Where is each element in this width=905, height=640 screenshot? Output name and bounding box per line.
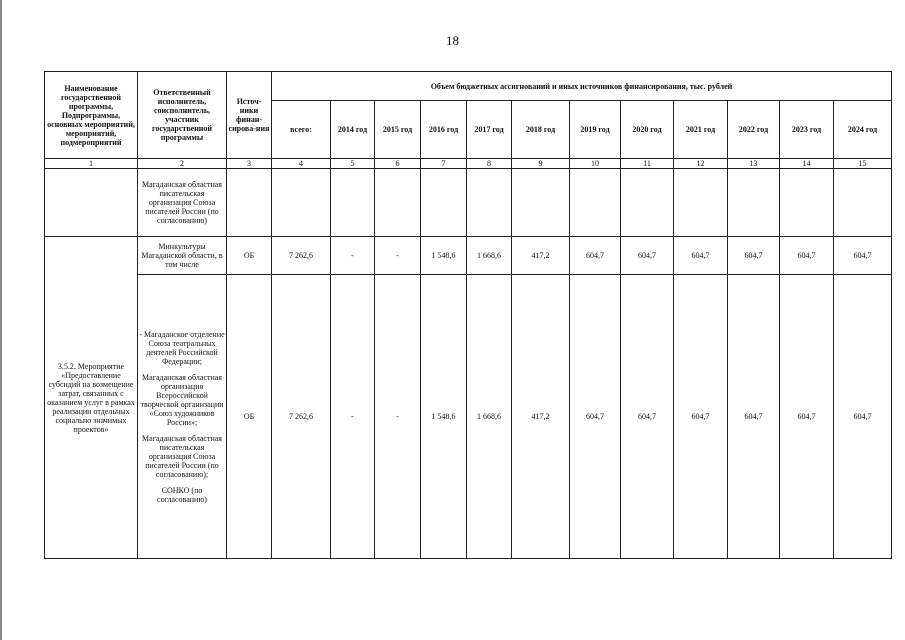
header-year: 2015 год xyxy=(375,101,421,159)
header-year: 2016 год xyxy=(421,101,467,159)
column-number: 7 xyxy=(421,159,467,169)
value-cell: 7 262,6 xyxy=(272,237,331,275)
continuation-row xyxy=(45,169,892,237)
name-cell-empty xyxy=(45,169,138,237)
value-cell: 604,7 xyxy=(834,237,892,275)
value-cell: 604,7 xyxy=(570,275,621,559)
column-number: 3 xyxy=(227,159,272,169)
responsible-cell: Магаданская областная писательская организация Союза писателей России (по согласованию) xyxy=(138,169,227,237)
column-number: 4 xyxy=(272,159,331,169)
value-cell: 604,7 xyxy=(834,275,892,559)
value-cell: 604,7 xyxy=(728,237,780,275)
responsible-entry: Магаданская областная организация Всероссийской творческой организации «Союз художников России»; xyxy=(140,372,224,427)
header-year: 2024 год xyxy=(834,101,892,159)
header-source: Источ-ники финан-сирова-ния xyxy=(227,72,272,159)
header-responsible: Ответственный исполнитель, соисполнитель, участник государственной программы xyxy=(138,72,227,159)
header-year: 2021 год xyxy=(674,101,728,159)
header-year: 2014 год xyxy=(331,101,375,159)
ministry-row xyxy=(45,237,892,275)
value-cell: 604,7 xyxy=(674,237,728,275)
event-name-cell: 3.5.2. Мероприятие «Предоставление субсидий на возмещение затрат, связанных с оказанием услуг в рамках реализации отдельных социально значимых проектов» xyxy=(45,237,138,559)
column-number: 8 xyxy=(467,159,512,169)
column-number: 10 xyxy=(570,159,621,169)
column-numbers-row xyxy=(45,159,892,169)
value-cell: 7 262,6 xyxy=(272,275,331,559)
page-number: 18 xyxy=(446,33,459,48)
value-cell: 1 668,6 xyxy=(467,275,512,559)
value-cell: 417,2 xyxy=(512,237,570,275)
header-year: 2019 год xyxy=(570,101,621,159)
column-number: 14 xyxy=(780,159,834,169)
responsible-entry: Магаданская областная писательская организация Союза писателей России (по согласованию); xyxy=(142,433,222,479)
value-cell: 604,7 xyxy=(621,275,674,559)
responsible-cell: Минкультуры Магаданской области, в том числе xyxy=(138,237,227,275)
column-number: 6 xyxy=(375,159,421,169)
column-number: 1 xyxy=(45,159,138,169)
column-number: 5 xyxy=(331,159,375,169)
header-row-1 xyxy=(45,72,892,101)
value-cell: 604,7 xyxy=(728,275,780,559)
value-cell: 1 548,6 xyxy=(421,275,467,559)
column-number: 2 xyxy=(138,159,227,169)
budget-table xyxy=(44,71,892,559)
value-cell: 604,7 xyxy=(570,237,621,275)
header-year: 2017 год xyxy=(467,101,512,159)
header-name: Наименование государственной программы, Подпрограммы, основных мероприятий, мероприятий, подмероприятий xyxy=(45,72,138,159)
value-cell: 1 548,6 xyxy=(421,237,467,275)
header-year: 2020 год xyxy=(621,101,674,159)
header-year: 2023 год xyxy=(780,101,834,159)
source-cell: ОБ xyxy=(227,237,272,275)
value-cell: - xyxy=(375,237,421,275)
scan-edge xyxy=(0,0,2,640)
column-number: 15 xyxy=(834,159,892,169)
header-total: всего: xyxy=(272,101,331,159)
value-cell: 417,2 xyxy=(512,275,570,559)
value-cell: - xyxy=(331,237,375,275)
column-number: 11 xyxy=(621,159,674,169)
source-cell: ОБ xyxy=(227,275,272,559)
value-cell: 604,7 xyxy=(780,237,834,275)
value-cell: - xyxy=(375,275,421,559)
responsible-entry: - Магаданское отделение Союза театральных деятелей Российской Федерации; xyxy=(139,329,225,366)
header-year: 2022 год xyxy=(728,101,780,159)
value-cell: 604,7 xyxy=(780,275,834,559)
value-cell: 604,7 xyxy=(674,275,728,559)
responsible-entry: СОНКО (по согласованию) xyxy=(157,485,207,504)
column-number: 13 xyxy=(728,159,780,169)
header-year: 2018 год xyxy=(512,101,570,159)
header-group: Объем бюджетных ассигнований и иных источников финансирования, тыс. рублей xyxy=(272,72,892,101)
value-cell: - xyxy=(331,275,375,559)
column-number: 9 xyxy=(512,159,570,169)
value-cell: 604,7 xyxy=(621,237,674,275)
value-cell: 1 668,6 xyxy=(467,237,512,275)
event-row xyxy=(45,275,892,559)
column-number: 12 xyxy=(674,159,728,169)
responsible-list-cell xyxy=(138,275,227,559)
source-cell-empty xyxy=(227,169,272,237)
